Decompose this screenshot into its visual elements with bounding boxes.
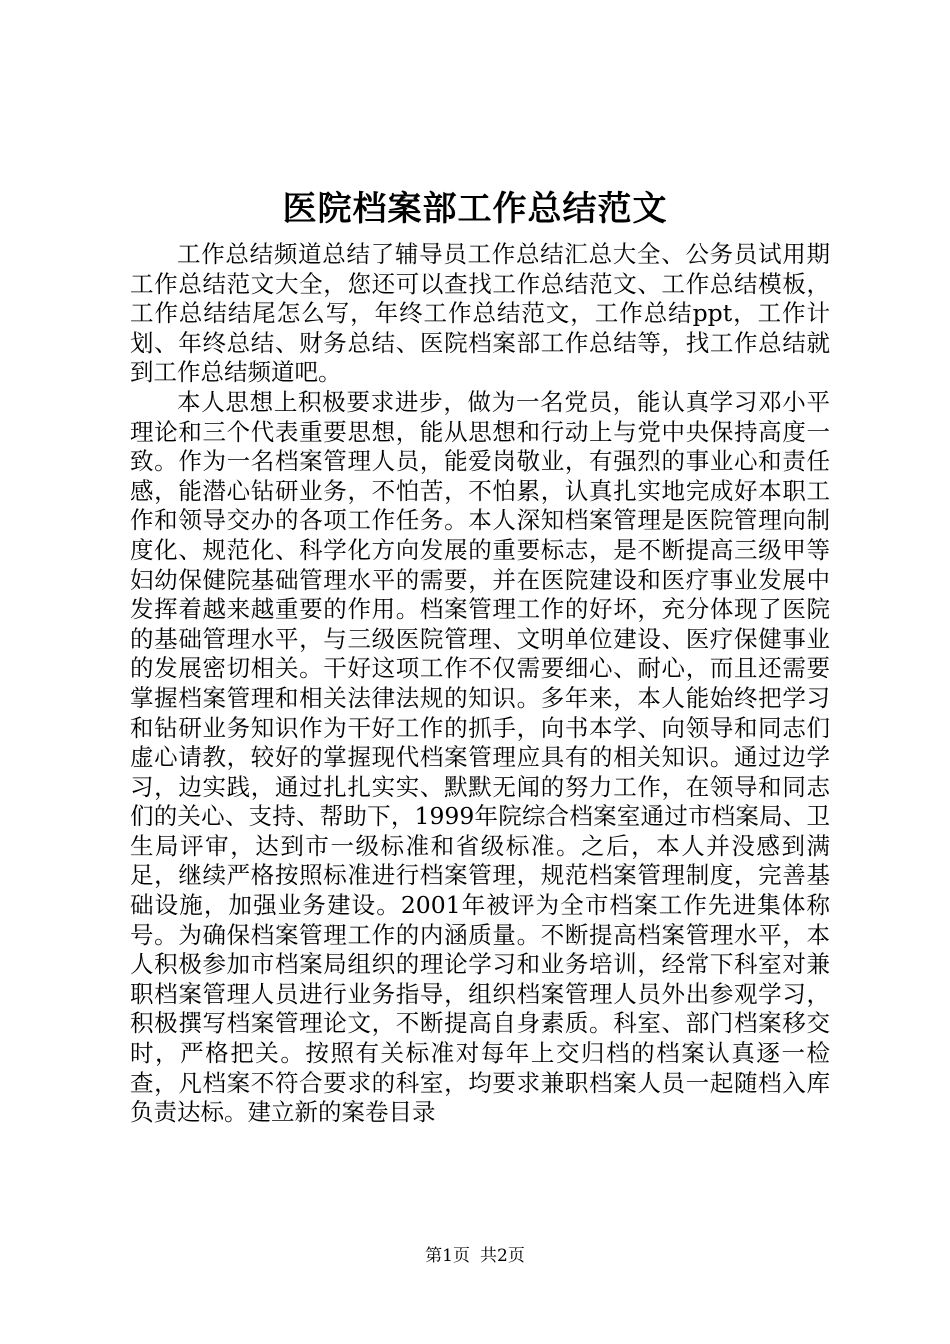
document-title: 医院档案部工作总结范文: [282, 189, 668, 229]
page-number-current: 第1页: [425, 1246, 470, 1266]
paragraph-intro: 工作总结频道总结了辅导员工作总结汇总大全、公务员试用期工作总结范文大全，您还可以查找工作总结范文、工作总结模板，工作总结结尾怎么写，年终工作总结范文，工作总结ppt，工作计划、年终总结、财务总结、医院档案部工作总结等，找工作总结就到工作总结频道吧。: [130, 240, 830, 387]
page-number-total: 共2页: [480, 1246, 525, 1266]
document-body: [130, 240, 830, 1128]
page-footer: [0, 1245, 950, 1267]
paragraph-main: 本人思想上积极要求进步，做为一名党员，能认真学习邓小平理论和三个代表重要思想，能从思想和行动上与党中央保持高度一致。作为一名档案管理人员，能爱岗敬业，有强烈的事业心和责任感，能潜心钻研业务，不怕苦，不怕累，认真扎实地完成好本职工作和领导交办的各项工作任务。本人深知档案管理是医院管理向制度化、规范化、科学化方向发展的重要标志，是不断提高三级甲等妇幼保健院基础管理水平的需要，并在医院建设和医疗事业发展中发挥着越来越重要的作用。档案管理工作的好坏，充分体现了医院的基础管理水平，与三级医院管理、文明单位建设、医疗保健事业的发展密切相关。干好这项工作不仅需要细心、耐心，而且还需要掌握档案管理和相关法律法规的知识。多年来，本人能始终把学习和钻研业务知识作为干好工作的抓手，向书本学、向领导和同志们虚心请教，较好的掌握现代档案管理应具有的相关知识。通过边学习，边实践，通过扎扎实实、默默无闻的努力工作，在领导和同志们的关心、支持、帮助下，1999年院综合档案室通过市档案局、卫生局评审，达到市一级标准和省级标准。之后，本人并没感到满足，继续严格按照标准进行档案管理，规范档案管理制度，完善基础设施，加强业务建设。2001年被评为全市档案工作先进集体称号。为确保档案管理工作的内涵质量。不断提高档案管理水平，本人积极参加市档案局组织的理论学习和业务培训，经常下科室对兼职档案管理人员进行业务指导，组织档案管理人员外出参观学习，积极撰写档案管理论文，不断提高自身素质。科室、部门档案移交时，严格把关。按照有关标准对每年上交归档的档案认真逐一检查，凡档案不符合要求的科室，均要求兼职档案人员一起随档入库负责达标。建立新的案卷目录: [130, 387, 830, 1127]
